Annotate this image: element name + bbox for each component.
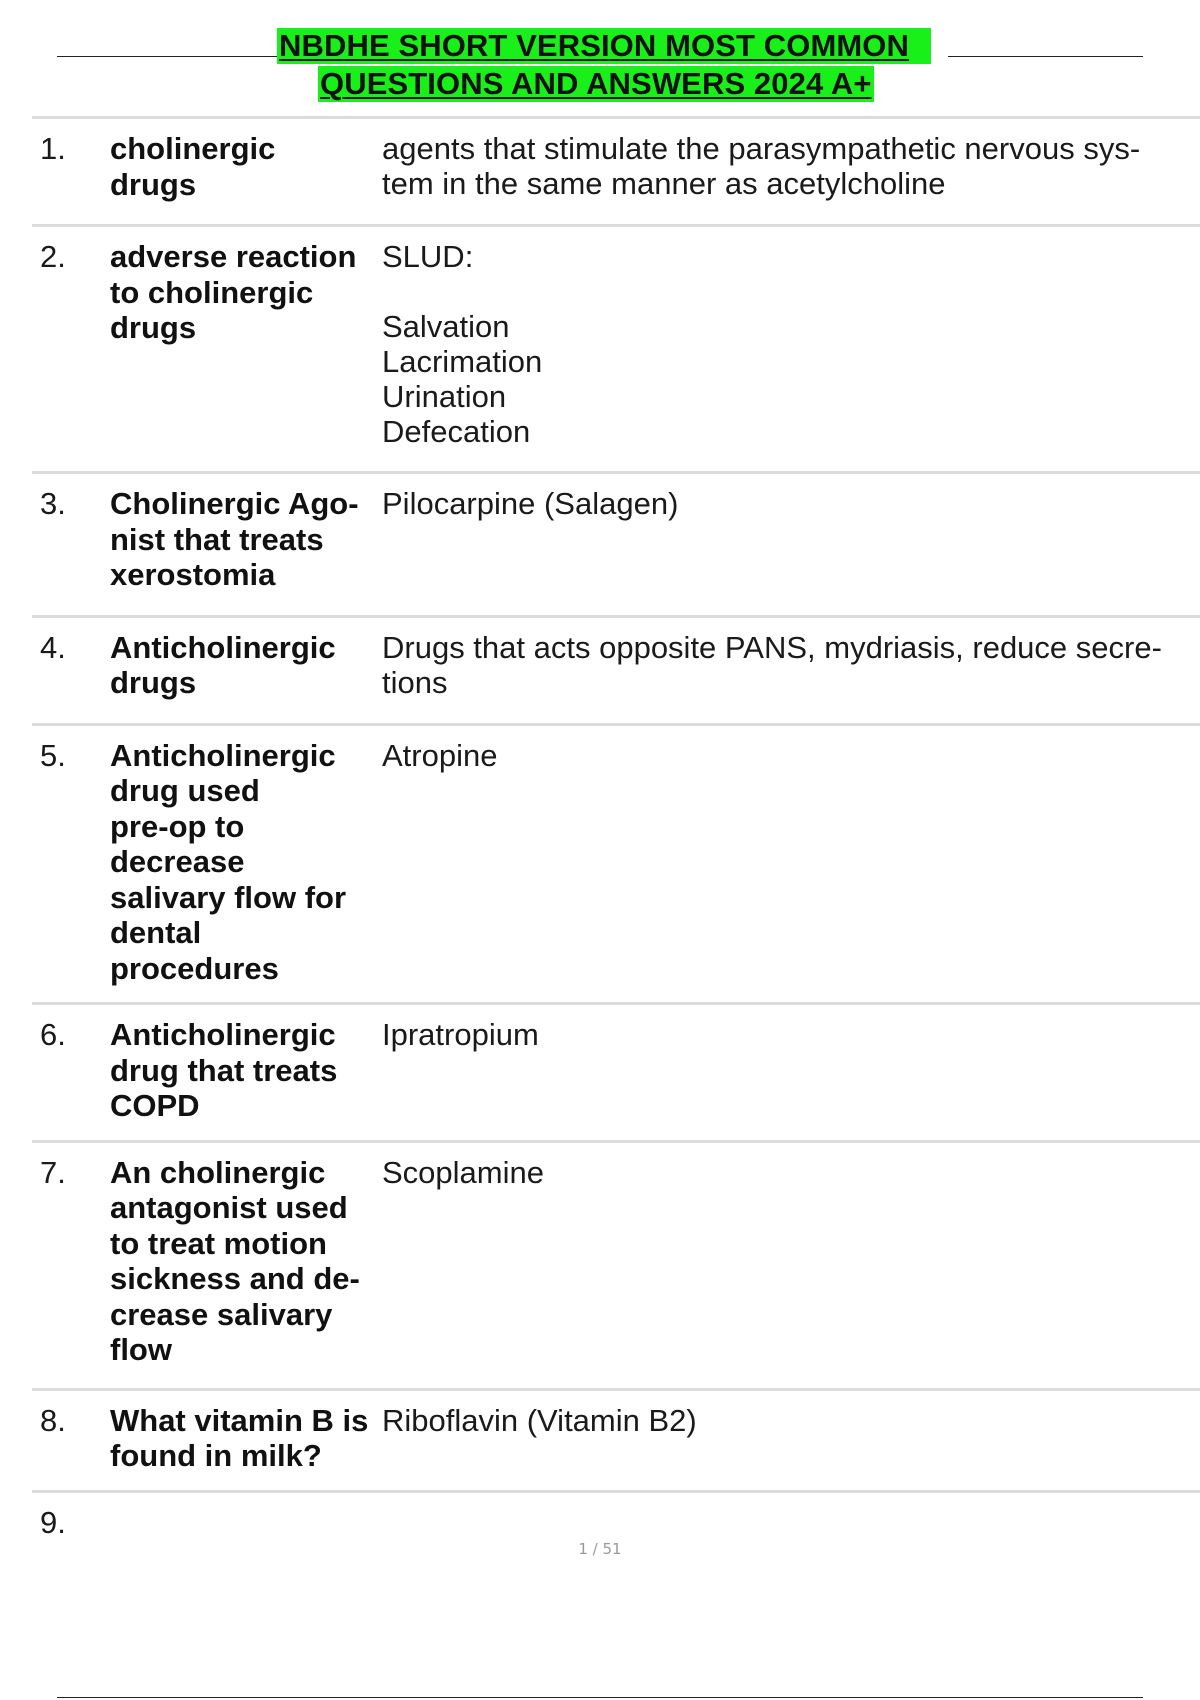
question-line: drugs <box>110 665 197 700</box>
question-line: What vitamin B is <box>110 1402 369 1438</box>
row-number: 6. <box>40 1017 66 1052</box>
question-line: pre-op to <box>110 808 245 844</box>
question-term <box>110 630 382 701</box>
question-line: to treat motion <box>110 1225 327 1261</box>
answer-line: Scoplamine <box>382 1154 544 1190</box>
table-row <box>32 116 1200 224</box>
answer-line: Ipratropium <box>382 1017 539 1052</box>
page-indicator: 1 / 51 <box>578 1540 622 1558</box>
table-row <box>32 1388 1200 1490</box>
question-line: drug that treats <box>110 1052 338 1088</box>
answer-line: Atropine <box>382 737 498 773</box>
row-number: 9. <box>40 1504 66 1540</box>
question-term <box>110 131 382 202</box>
question-line: crease salivary <box>110 1296 333 1332</box>
question-line: adverse reaction <box>110 239 357 274</box>
answer-line: Drugs that acts opposite PANS, mydriasis, reduce secre- <box>382 629 1162 665</box>
question-line: to cholinergic <box>110 274 314 310</box>
answer-line: Riboflavin (Vitamin B2) <box>382 1402 697 1438</box>
row-number: 5. <box>40 737 66 773</box>
row-number: 1. <box>40 131 66 166</box>
footer-rule <box>57 1697 1143 1698</box>
table-row <box>32 1140 1200 1388</box>
question-line: drugs <box>110 310 197 345</box>
answer-line: agents that stimulate the parasympathetic nervous sys- <box>382 131 1141 166</box>
document-title-line-1: NBDHE SHORT VERSION MOST COMMON <box>277 28 931 64</box>
answer-line: Salvation <box>382 309 510 344</box>
answer-text <box>382 1017 1200 1052</box>
table-row <box>32 1002 1200 1140</box>
question-line: flow <box>110 1332 172 1367</box>
question-line: Cholinergic Ago- <box>110 486 359 521</box>
question-line: drugs <box>110 166 197 202</box>
question-line: procedures <box>110 950 279 986</box>
answer-text <box>382 239 1200 449</box>
question-line: decrease <box>110 844 245 879</box>
answer-text <box>382 486 1200 521</box>
question-line: sickness and de- <box>110 1261 360 1296</box>
table-row <box>32 471 1200 615</box>
question-line: Anticholinergic <box>110 1017 336 1052</box>
answer-text <box>382 131 1200 201</box>
question-line: found in milk? <box>110 1438 322 1473</box>
question-line: dental <box>110 915 202 950</box>
document-title-line-2: QUESTIONS AND ANSWERS 2024 A+ <box>320 66 872 101</box>
answer-text <box>382 1403 1200 1438</box>
answer-text <box>382 1155 1200 1190</box>
table-row <box>32 723 1200 1003</box>
question-term <box>110 738 382 987</box>
row-number: 2. <box>40 239 66 274</box>
question-line: nist that treats <box>110 521 324 557</box>
table-row <box>32 615 1200 723</box>
table-row <box>32 224 1200 471</box>
row-number: 4. <box>40 629 66 665</box>
answer-line: Defecation <box>382 414 531 449</box>
answer-line: Pilocarpine (Salagen) <box>382 486 679 521</box>
question-line: COPD <box>110 1088 200 1123</box>
question-line: An cholinergic <box>110 1154 326 1190</box>
answer-line: Lacrimation <box>382 344 543 379</box>
document-header <box>0 0 1200 110</box>
header-rule-right <box>948 56 1143 57</box>
question-line: salivary flow for <box>110 879 347 915</box>
question-line: Anticholinergic <box>110 629 336 665</box>
row-number: 3. <box>40 486 66 521</box>
row-number: 8. <box>40 1402 66 1438</box>
question-term <box>110 239 382 346</box>
row-number: 7. <box>40 1154 66 1190</box>
question-term <box>110 486 382 593</box>
qa-table <box>32 116 1200 1550</box>
question-line: cholinergic <box>110 131 276 166</box>
answer-line: tions <box>382 664 448 700</box>
question-line: antagonist used <box>110 1190 348 1225</box>
question-line: drug used <box>110 773 260 808</box>
answer-line: SLUD: <box>382 239 474 274</box>
answer-line: Urination <box>382 379 507 414</box>
question-line: Anticholinergic <box>110 737 336 773</box>
question-term <box>110 1017 382 1124</box>
answer-line: tem in the same manner as acetylcholine <box>382 166 946 201</box>
answer-blank-line <box>382 274 1180 309</box>
question-term <box>110 1403 382 1474</box>
question-term <box>110 1155 382 1368</box>
answer-text <box>382 630 1200 700</box>
header-rule-left <box>57 56 277 57</box>
answer-text <box>382 738 1200 773</box>
question-line: xerostomia <box>110 557 276 592</box>
